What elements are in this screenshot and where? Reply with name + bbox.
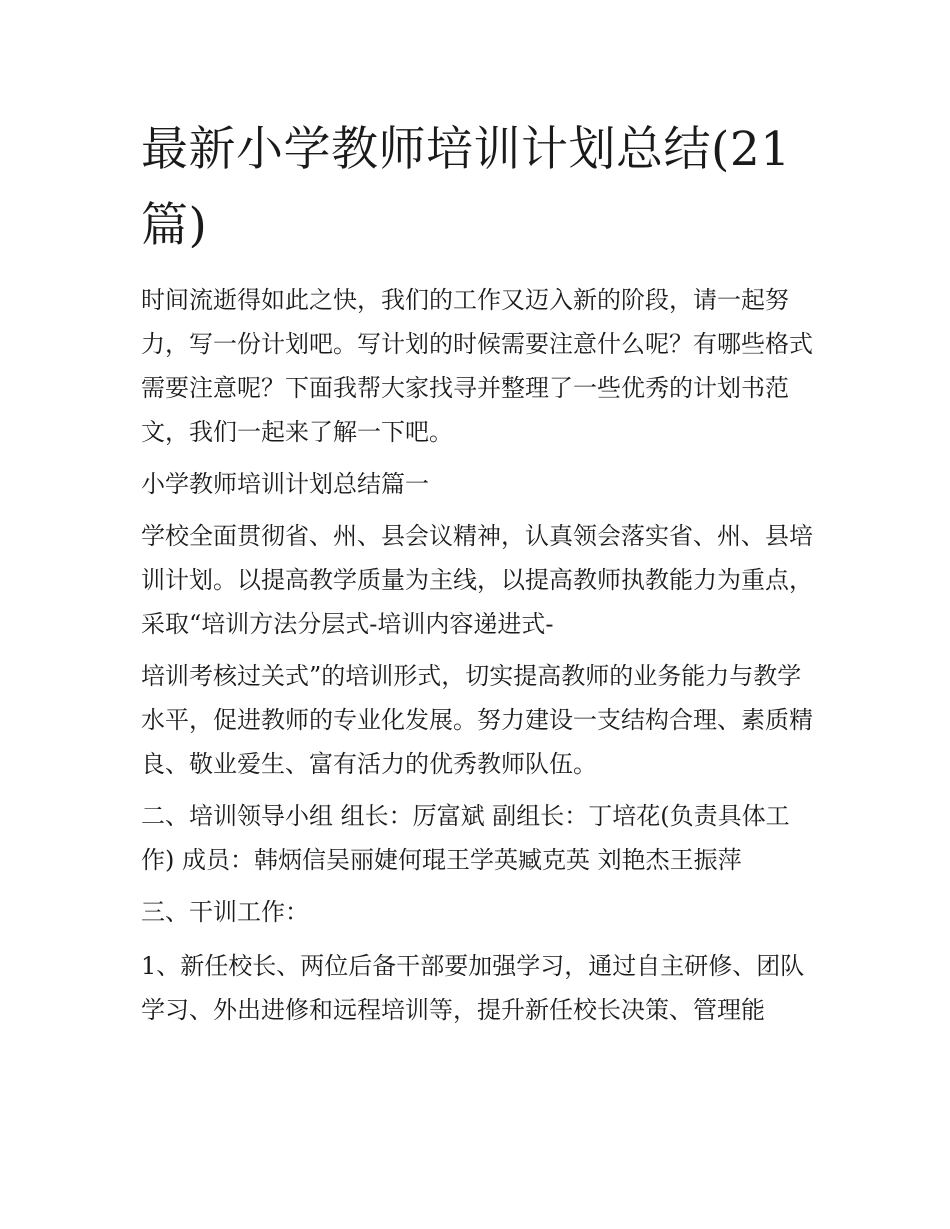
body-paragraph: 学校全面贯彻省、州、县会议精神，认真领会落实省、州、县培训计划。以提高教学质量为主线，以提高教师执教能力为重点，采取“培训方法分层式-培训内容递进式-: [141, 522, 813, 638]
document-body: [141, 278, 813, 1032]
body-paragraph: 培训考核过关式”的培训形式，切实提高教师的业务能力与教学水平，促进教师的专业化发展。努力建设一支结构合理、素质精良、敬业爱生、富有活力的优秀教师队伍。: [141, 662, 813, 778]
intro-paragraph: 时间流逝得如此之快，我们的工作又迈入新的阶段，请一起努力，写一份计划吧。写计划的时候需要注意什么呢？有哪些格式需要注意呢？下面我帮大家找寻并整理了一些优秀的计划书范文，我们一起来了解一下吧。: [141, 286, 813, 446]
section-heading: 小学教师培训计划总结篇一: [141, 470, 429, 498]
section-heading: 三、干训工作：: [141, 898, 309, 926]
body-paragraph: 1、新任校长、两位后备干部要加强学习，通过自主研修、团队学习、外出进修和远程培训等，提升新任校长决策、管理能: [141, 952, 805, 1024]
document-title: 最新小学教师培训计划总结(21篇): [141, 122, 791, 253]
leadership-group-paragraph: 二、培训领导小组 组长：厉富斌 副组长：丁培花(负责具体工作) 成员：韩炳信吴丽婕何琨王学英臧克英 刘艳杰王振萍: [141, 802, 790, 874]
